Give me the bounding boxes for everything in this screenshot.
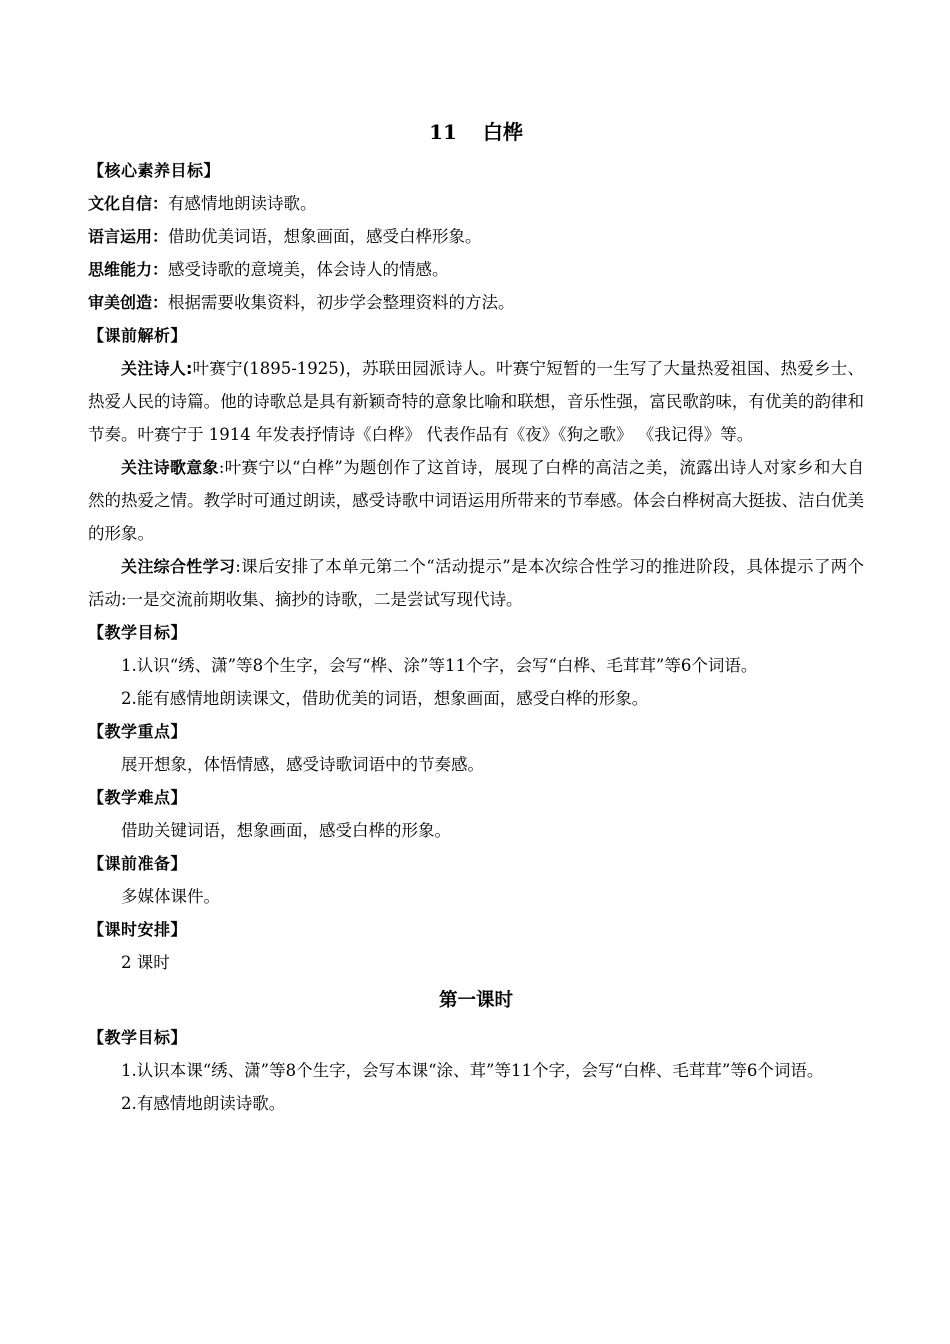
teaching-goals-heading: 【教学目标】: [88, 623, 188, 642]
core-goal-item: [88, 253, 864, 286]
teaching-goal-item: 2.能有感情地朗读课文，借助优美的词语，想象画面，感受白桦的形象。: [121, 689, 649, 708]
core-goal-label: 文化自信：: [88, 194, 169, 213]
core-goal-label: 思维能力：: [88, 260, 169, 279]
core-goal-item: [88, 286, 864, 319]
core-goals-heading: 【核心素养目标】: [88, 161, 221, 180]
lesson-plan-page: [88, 114, 864, 1120]
schedule-heading: 【课时安排】: [88, 920, 188, 939]
analysis-label: 关注诗人:: [121, 359, 193, 378]
analysis-paragraph-imagery: [88, 451, 864, 550]
analysis-paragraph-integrated: [88, 550, 864, 616]
core-goal-label: 语言运用：: [88, 227, 169, 246]
lesson-one-goal-item: 1.认识本课“绣、潇”等8个生字，会写本课“涂、茸”等11个字，会写“白桦、毛茸茸”等6个词语。: [121, 1061, 824, 1080]
lesson-number: 11: [429, 120, 457, 144]
analysis-heading: 【课前解析】: [88, 326, 188, 345]
core-goal-item: [88, 187, 864, 220]
analysis-label: 关注综合性学习: [121, 557, 236, 576]
difficulties-text: 借助关键词语，想象画面，感受白桦的形象。: [121, 821, 451, 840]
lesson-one-goal-item: 2.有感情地朗读诗歌。: [121, 1094, 286, 1113]
lesson-one-title: 第一课时: [438, 990, 513, 1011]
core-goal-text: 感受诗歌的意境美，体会诗人的情感。: [168, 260, 449, 279]
analysis-text: :叶赛宁以“白桦”为题创作了这首诗，展现了白桦的高洁之美，流露出诗人对家乡和大自然的热爱之情。教学时可通过朗读，感受诗歌中词语运用所带来的节奉感。体会白桦树高大挺拔、洁白优美的形象。: [88, 458, 864, 543]
lesson-title: [88, 114, 864, 150]
analysis-text: :课后安排了本单元第二个“活动提示”是本次综合性学习的推进阶段，具体提示了两个活动:一是交流前期收集、摘抄的诗歌，二是尝试写现代诗。: [88, 557, 864, 609]
core-goal-item: [88, 220, 864, 253]
difficulties-heading: 【教学难点】: [88, 788, 188, 807]
lesson-one-goals-heading: 【教学目标】: [88, 1028, 188, 1047]
core-goal-label: 审美创造：: [88, 293, 169, 312]
core-goal-text: 根据需要收集资料，初步学会整理资料的方法。: [168, 293, 515, 312]
analysis-label: 关注诗歌意象: [121, 458, 219, 477]
preparation-heading: 【课前准备】: [88, 854, 188, 873]
key-points-text: 展开想象，体悟情感，感受诗歌词语中的节奏感。: [121, 755, 484, 774]
teaching-goal-item: 1.认识“绣、潇”等8个生字，会写“桦、涂”等11个字，会写“白桦、毛茸茸”等6个词语。: [121, 656, 758, 675]
analysis-paragraph-poet: [88, 352, 864, 451]
preparation-text: 多媒体课件。: [121, 887, 220, 906]
lesson-title-text: 白桦: [482, 120, 523, 144]
core-goal-text: 借助优美词语，想象画面，感受白桦形象。: [168, 227, 482, 246]
core-goal-text: 有感情地朗读诗歌。: [168, 194, 317, 213]
analysis-text: 叶赛宁(1895-1925)，苏联田园派诗人。叶赛宁短暂的一生写了大量热爱祖国、热爱乡士、热爱人民的诗篇。他的诗歌总是具有新颖奇特的意象比喻和联想，音乐性强，富民歌韵味，有优美的韵律和节奏。叶赛宁于 1914 年发表抒情诗《白桦》 代表作品有《夜》《狗之歌》 《我记得》等。: [88, 359, 864, 444]
key-points-heading: 【教学重点】: [88, 722, 188, 741]
schedule-text: 2 课时: [121, 953, 170, 972]
